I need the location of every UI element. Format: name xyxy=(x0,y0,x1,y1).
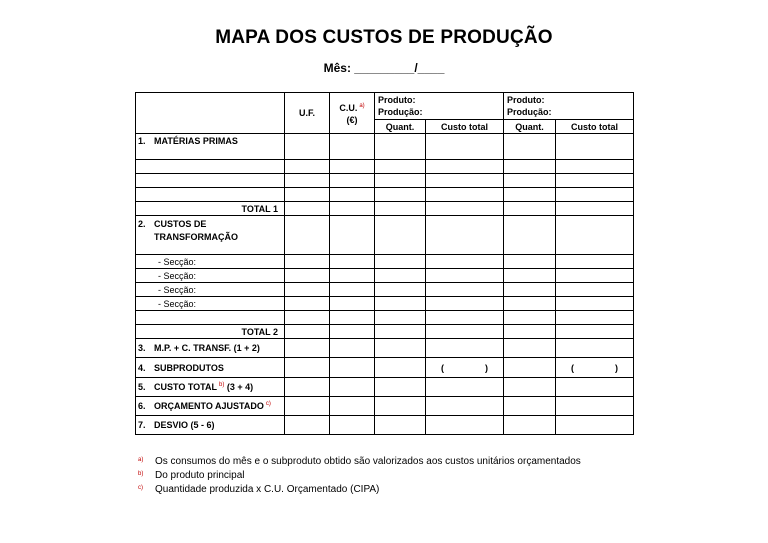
footnote-mark: b) xyxy=(138,471,144,477)
total-1-label: TOTAL 1 xyxy=(136,202,285,216)
footnote-text: Os consumos do mês e o subproduto obtido são valorizados aos custos unitários orçamentados xyxy=(155,456,581,467)
table-row xyxy=(136,216,634,255)
seccao-label: - Secção: xyxy=(136,283,285,297)
subproduto-value-1: ( ) xyxy=(426,358,504,378)
header-produto-2 xyxy=(504,93,634,120)
row-custos-transformacao: 2. CUSTOS DE TRANSFORMAÇÃO xyxy=(136,216,285,255)
footnote-b xyxy=(138,469,581,483)
footnotes xyxy=(138,455,581,497)
header-producao-1-label: Produção: xyxy=(378,107,423,117)
subproduto-value-2: ( ) xyxy=(556,358,634,378)
header-empty-cell xyxy=(136,93,285,134)
table-row xyxy=(136,416,634,435)
table-row xyxy=(136,283,634,297)
row-custo-total: 5. CUSTO TOTAL $^{b)}$ (3 + 4) xyxy=(136,378,285,397)
table-row xyxy=(136,378,634,397)
table-row xyxy=(136,358,634,378)
header-cu xyxy=(330,93,375,134)
month-line: Mês: _________/____ xyxy=(323,61,445,75)
cost-table xyxy=(135,92,634,435)
header-produto-1-label: Produto: xyxy=(378,95,416,105)
table-row xyxy=(136,160,634,174)
footnote-mark: a) xyxy=(138,457,144,463)
table-row xyxy=(136,255,634,269)
table-row xyxy=(136,339,634,358)
header-producao-2-label: Produção: xyxy=(507,107,552,117)
seccao-label: - Secção: xyxy=(136,255,285,269)
header-quant-2: Quant. xyxy=(504,120,556,134)
row-mp-transf: 3. M.P. + C. TRANSF. (1 + 2) xyxy=(136,339,285,358)
header-cu-footnote: a) xyxy=(359,103,365,109)
orcamento-footnote: c) xyxy=(265,401,271,407)
header-cu-label: C.U. xyxy=(339,103,358,113)
footnote-a xyxy=(138,455,581,469)
header-custo-total-2: Custo total xyxy=(556,120,634,134)
row-subprodutos: 4. SUBPRODUTOS xyxy=(136,358,285,378)
table-row xyxy=(136,325,634,339)
header-quant-1: Quant. xyxy=(375,120,426,134)
header-produto-2-label: Produto: xyxy=(507,95,545,105)
header-uf: U.F. xyxy=(285,93,330,134)
table-row xyxy=(136,397,634,416)
row-materias-primas: 1. MATÉRIAS PRIMAS xyxy=(136,134,285,160)
table-row xyxy=(136,297,634,311)
row-orcamento-ajustado: 6. ORÇAMENTO AJUSTADO $^{c)}$ xyxy=(136,397,285,416)
table-row xyxy=(136,202,634,216)
footnote-text: Quantidade produzida x C.U. Orçamentado (CIPA) xyxy=(155,484,380,495)
table-row xyxy=(136,174,634,188)
header-custo-total-1: Custo total xyxy=(426,120,504,134)
header-cu-unit: (€) xyxy=(346,115,358,125)
seccao-label: - Secção: xyxy=(136,297,285,311)
custo-total-footnote: b) xyxy=(219,382,225,388)
row-desvio: 7. DESVIO (5 - 6) xyxy=(136,416,285,435)
footnote-c xyxy=(138,483,581,497)
header-produto-1 xyxy=(375,93,504,120)
total-2-label: TOTAL 2 xyxy=(136,325,285,339)
table-row xyxy=(136,188,634,202)
table-row xyxy=(136,311,634,325)
table-row xyxy=(136,134,634,160)
footnote-text: Do produto principal xyxy=(155,470,245,481)
footnote-mark: c) xyxy=(138,485,143,491)
page-title: MAPA DOS CUSTOS DE PRODUÇÃO xyxy=(215,27,553,48)
table-row xyxy=(136,269,634,283)
seccao-label: - Secção: xyxy=(136,269,285,283)
